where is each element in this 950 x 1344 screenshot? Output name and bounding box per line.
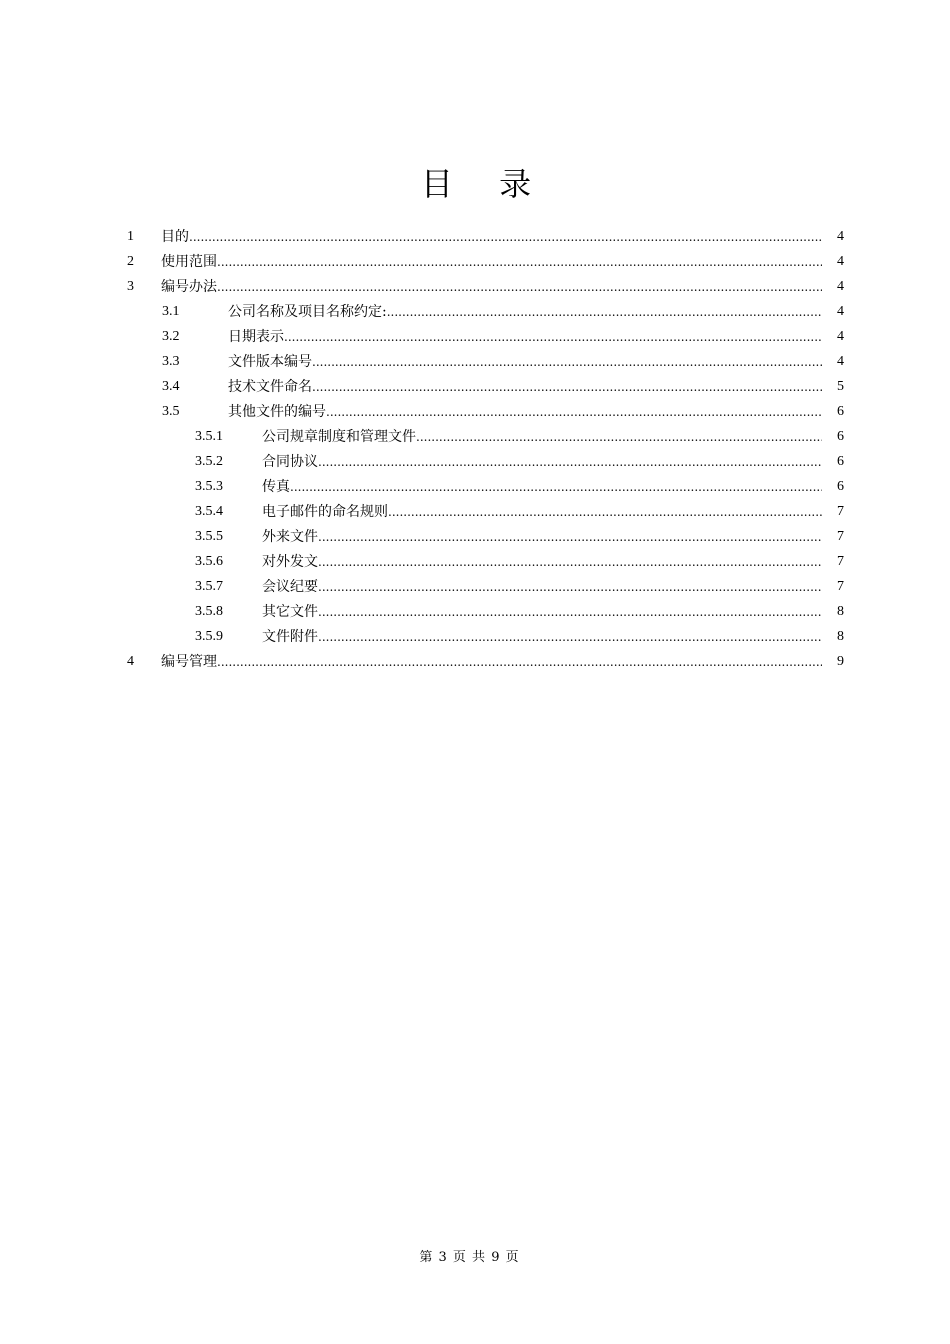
toc-entry-title: 日期表示: [228, 329, 284, 345]
toc-entry[interactable]: [0, 425, 950, 450]
toc-entry-page-number: 7: [837, 554, 844, 569]
toc-title: 目 录: [420, 165, 550, 203]
toc-entry-number: 3.5.7: [195, 579, 223, 594]
toc-entry-leader: [262, 503, 822, 523]
toc-entry-leader: [262, 628, 822, 648]
toc-entry[interactable]: [0, 225, 950, 250]
toc-dot-leader: [326, 403, 822, 421]
toc-entry-page-number: 4: [837, 279, 844, 294]
toc-entry-leader: [228, 403, 822, 423]
toc-entry-title: 编号办法: [161, 279, 217, 295]
toc-entry-number: 3.1: [162, 304, 180, 319]
toc-entry[interactable]: [0, 275, 950, 300]
toc-entry-number: 3.5.1: [195, 429, 223, 444]
toc-entry-title: 文件版本编号: [228, 354, 312, 370]
toc-entry-number: 3: [127, 279, 134, 294]
toc-dot-leader: [388, 503, 822, 521]
toc-entry-page-number: 7: [837, 504, 844, 519]
toc-entry-title: 目的: [161, 229, 189, 245]
toc-entry-title: 传真: [262, 479, 290, 495]
toc-entry-leader: [161, 653, 822, 673]
toc-entry-title: 外来文件: [262, 529, 318, 545]
toc-entry-number: 1: [127, 229, 134, 244]
toc-entry-leader: [262, 453, 822, 473]
toc-entry-leader: [262, 578, 822, 598]
toc-entry-leader: [228, 378, 822, 398]
toc-entry-title: 技术文件命名: [228, 379, 312, 395]
toc-entry-leader: [228, 353, 822, 373]
toc-entry-leader: [228, 328, 822, 348]
toc-entry-title: 使用范围: [161, 254, 217, 270]
toc-entry-page-number: 6: [837, 479, 844, 494]
toc-entry-page-number: 4: [837, 329, 844, 344]
toc-entry-leader: [262, 603, 822, 623]
toc-entry-leader: [161, 228, 822, 248]
toc-dot-leader: [217, 653, 822, 671]
toc-dot-leader: [189, 228, 822, 246]
toc-entry-leader: [161, 253, 822, 273]
toc-dot-leader: [318, 553, 822, 571]
toc-dot-leader: [284, 328, 822, 346]
toc-entry-page-number: 8: [837, 604, 844, 619]
toc-entry[interactable]: [0, 650, 950, 675]
toc-entry[interactable]: [0, 375, 950, 400]
toc-entry-leader: [161, 278, 822, 298]
toc-entry[interactable]: [0, 525, 950, 550]
toc-entry-number: 3.5.6: [195, 554, 223, 569]
toc-entry-number: 3.5.3: [195, 479, 223, 494]
toc-entry-title: 会议纪要: [262, 579, 318, 595]
toc-entry[interactable]: [0, 250, 950, 275]
toc-dot-leader: [290, 478, 822, 496]
toc-entry-title: 其他文件的编号: [228, 404, 326, 420]
toc-entry-number: 3.4: [162, 379, 180, 394]
toc-entry[interactable]: [0, 400, 950, 425]
toc-entry[interactable]: [0, 350, 950, 375]
toc-entry-page-number: 6: [837, 404, 844, 419]
toc-dot-leader: [318, 528, 822, 546]
toc-entry-page-number: 6: [837, 454, 844, 469]
toc-entry-number: 3.5.8: [195, 604, 223, 619]
toc-entry-title: 对外发文: [262, 554, 318, 570]
toc-dot-leader: [387, 303, 822, 321]
toc-dot-leader: [217, 253, 822, 271]
toc-entry[interactable]: [0, 475, 950, 500]
toc-entry-number: 3.5.5: [195, 529, 223, 544]
toc-entry[interactable]: [0, 500, 950, 525]
toc-entry-page-number: 9: [837, 654, 844, 669]
toc-dot-leader: [318, 628, 822, 646]
toc-entry-title: 文件附件: [262, 629, 318, 645]
toc-entry[interactable]: [0, 550, 950, 575]
toc-entry[interactable]: [0, 450, 950, 475]
toc-dot-leader: [318, 453, 822, 471]
toc-dot-leader: [318, 578, 822, 596]
toc-dot-leader: [312, 378, 822, 396]
toc-entry[interactable]: [0, 575, 950, 600]
toc-entry-leader: [262, 478, 822, 498]
toc-entry-page-number: 4: [837, 304, 844, 319]
toc-entry-page-number: 4: [837, 254, 844, 269]
toc-entry-page-number: 7: [837, 529, 844, 544]
toc-list: [0, 225, 950, 675]
page-footer: 第 3 页 共 9 页: [419, 1250, 519, 1265]
toc-entry-leader: [262, 553, 822, 573]
toc-entry-number: 3.5: [162, 404, 180, 419]
toc-entry-number: 2: [127, 254, 134, 269]
toc-dot-leader: [217, 278, 822, 296]
toc-entry[interactable]: [0, 300, 950, 325]
toc-entry-leader: [262, 428, 822, 448]
toc-entry-number: 3.2: [162, 329, 180, 344]
toc-dot-leader: [318, 603, 822, 621]
toc-entry-page-number: 4: [837, 229, 844, 244]
toc-entry-title: 编号管理: [161, 654, 217, 670]
toc-entry-number: 3.5.2: [195, 454, 223, 469]
toc-entry-leader: [228, 303, 822, 323]
toc-entry-page-number: 4: [837, 354, 844, 369]
toc-entry-leader: [262, 528, 822, 548]
toc-entry-title: 公司名称及项目名称约定:: [228, 304, 387, 320]
toc-entry-title: 其它文件: [262, 604, 318, 620]
toc-entry-page-number: 8: [837, 629, 844, 644]
toc-dot-leader: [416, 428, 822, 446]
toc-entry-number: 4: [127, 654, 134, 669]
toc-entry-title: 电子邮件的命名规则: [262, 504, 388, 520]
toc-entry-page-number: 6: [837, 429, 844, 444]
toc-entry-title: 公司规章制度和管理文件: [262, 429, 416, 445]
toc-entry-number: 3.5.9: [195, 629, 223, 644]
toc-entry-number: 3.3: [162, 354, 180, 369]
toc-entry[interactable]: [0, 325, 950, 350]
toc-dot-leader: [312, 353, 822, 371]
toc-entry[interactable]: [0, 625, 950, 650]
toc-entry-page-number: 5: [837, 379, 844, 394]
toc-entry-title: 合同协议: [262, 454, 318, 470]
toc-entry-page-number: 7: [837, 579, 844, 594]
toc-entry[interactable]: [0, 600, 950, 625]
toc-entry-number: 3.5.4: [195, 504, 223, 519]
